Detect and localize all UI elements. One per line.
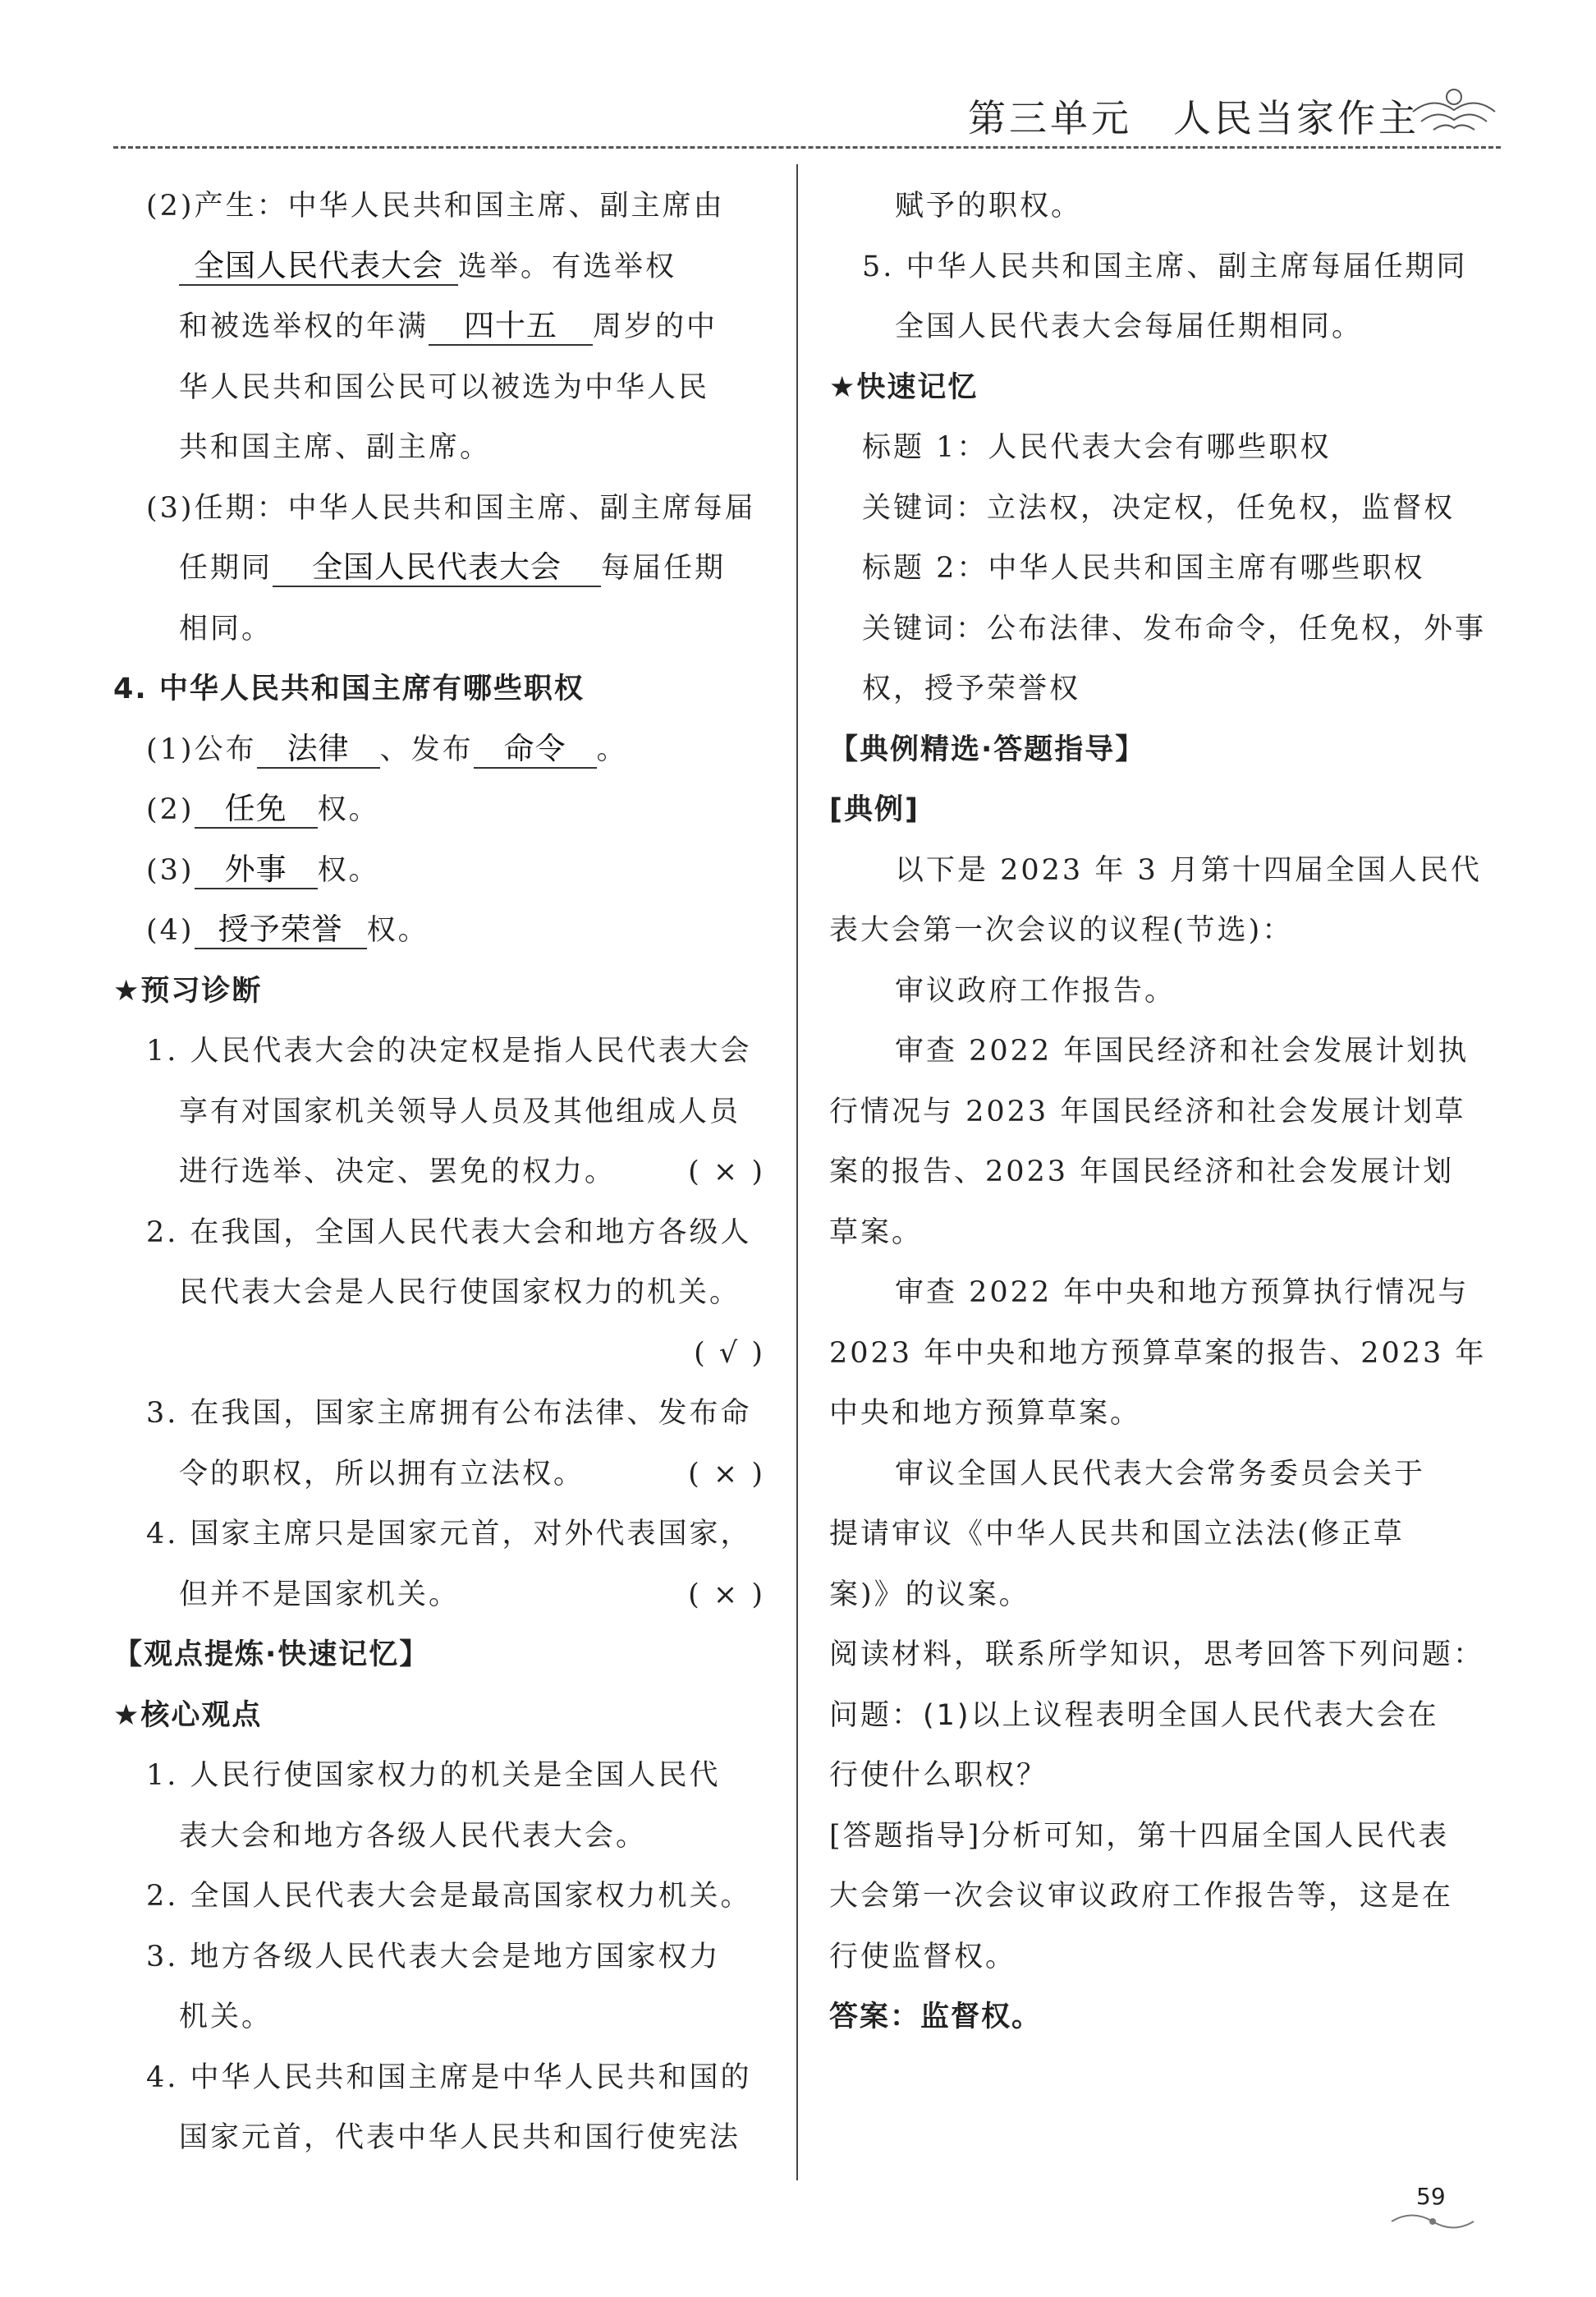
text-line: 标题 2：中华人民共和国主席有哪些职权: [862, 552, 1425, 585]
right-column: [829, 177, 1490, 2048]
fill-blank: 全国人民代表大会: [179, 248, 458, 286]
text-line: 机关。: [179, 2001, 273, 2033]
text-line: 权，授予荣誉权: [862, 673, 1081, 705]
fill-blank: 全国人民代表大会: [273, 549, 601, 587]
text-line: 2023 年中央和地方预算草案的报告、2023 年: [829, 1336, 1487, 1370]
text-line: 审查 2022 年中央和地方预算执行情况与: [895, 1276, 1470, 1309]
text-line: 任期同 全国人民代表大会 每届任期: [113, 539, 770, 600]
text-line: 民代表大会是人民行使国家权力的机关。: [179, 1276, 741, 1309]
text-line: 3. 在我国，国家主席拥有公布法律、发布命: [146, 1397, 752, 1430]
instruction-line: 阅读材料，联系所学知识，思考回答下列问题：: [829, 1638, 1485, 1671]
fill-blank: 外事: [195, 852, 318, 889]
page-number: 59: [1416, 2183, 1446, 2210]
text-line: 全国人民代表大会每届任期相同。: [895, 310, 1364, 343]
text-line: (3)任期：中华人民共和国主席、副主席每届: [146, 491, 756, 525]
text-line: 关键词：公布法律、发布命令，任免权，外事: [862, 612, 1487, 645]
fill-blank: 授予荣誉: [195, 912, 367, 949]
text-line: 行情况与 2023 年国民经济和社会发展计划草: [829, 1095, 1466, 1128]
text-line: 共和国主席、副主席。: [179, 431, 492, 464]
text-line: 表大会第一次会议的议程(节选)：: [829, 914, 1294, 947]
text-line: (1)公布 法律 、发布 命令 。: [113, 720, 770, 781]
flower-ornament-icon: [1409, 79, 1499, 136]
memory-title: ★快速记忆: [829, 370, 979, 404]
text-line: (2)产生：中华人民共和国主席、副主席由: [146, 190, 725, 223]
text-line: 2. 全国人民代表大会是最高国家权力机关。: [146, 1880, 752, 1913]
text-line: 案的报告、2023 年国民经济和社会发展计划: [829, 1155, 1455, 1188]
guide-line: [答题指导]分析可知，第十四届全国人民代表: [829, 1819, 1450, 1853]
fill-blank: 命令: [474, 731, 597, 769]
text-line: 草案。: [829, 1215, 924, 1249]
text-line: 相同。: [179, 612, 273, 645]
question-line: 问题：(1)以上议程表明全国人民代表大会在: [829, 1698, 1439, 1732]
text-line: [113, 1324, 770, 1385]
fill-blank: 任免: [195, 791, 318, 829]
answer-mark: ( × ): [688, 1457, 765, 1491]
footer-ornament-icon: [1387, 2209, 1478, 2234]
text-line: 审议政府工作报告。: [895, 974, 1176, 1008]
text-line: 华人民共和国公民可以被选为中华人民: [179, 370, 710, 404]
text-line: 令的职权，所以拥有立法权。 ( × ): [113, 1445, 770, 1505]
text-line: 进行选举、决定、罢免的权力。 ( × ): [113, 1142, 770, 1203]
answer-mark: ( × ): [688, 1578, 765, 1611]
example-section-title: 【典例精选·答题指导】: [829, 733, 1146, 766]
text-line: 2. 在我国，全国人民代表大会和地方各级人: [146, 1215, 752, 1249]
answer-mark: ( × ): [688, 1155, 765, 1188]
text-line: 但并不是国家机关。 ( × ): [113, 1565, 770, 1626]
text-line: 国家元首，代表中华人民共和国行使宪法: [179, 2121, 741, 2154]
question-4-title: 4. 中华人民共和国主席有哪些职权: [113, 673, 585, 705]
text-line: 1. 人民代表大会的决定权是指人民代表大会: [146, 1035, 752, 1068]
question-line: 行使什么职权？: [829, 1759, 1048, 1792]
text-line: 审查 2022 年国民经济和社会发展计划执: [895, 1035, 1470, 1068]
example-tag: [典例]: [829, 793, 920, 826]
fill-blank: 法律: [257, 731, 380, 769]
text-line: 表大会和地方各级人民代表大会。: [179, 1819, 648, 1853]
header-divider: [113, 146, 1501, 149]
text-line: 4. 中华人民共和国主席是中华人民共和国的: [146, 2060, 752, 2094]
text-line: 标题 1：人民代表大会有哪些职权: [862, 431, 1332, 464]
preview-title: ★预习诊断: [113, 974, 263, 1008]
answer-mark: ( √ ): [694, 1336, 765, 1370]
guide-line: 大会第一次会议审议政府工作报告等，这是在: [829, 1880, 1454, 1913]
text-line: 和被选举权的年满 四十五 周岁的中: [113, 297, 770, 358]
text-line: 审议全国人民代表大会常务委员会关于: [895, 1457, 1426, 1491]
text-line: (4) 授予荣誉 权。: [113, 901, 770, 962]
text-line: 1. 人民行使国家权力的机关是全国人民代: [146, 1759, 721, 1792]
header-title: 第三单元 人民当家作主: [968, 96, 1419, 140]
answer-line: 答案：监督权。: [829, 2001, 1043, 2033]
text-line: 享有对国家机关领导人员及其他组成人员: [179, 1095, 741, 1128]
core-title: ★核心观点: [113, 1698, 263, 1732]
views-section-title: 【观点提炼·快速记忆】: [113, 1638, 430, 1671]
text-line: 案)》的议案。: [829, 1578, 1030, 1611]
text-line: 赋予的职权。: [895, 190, 1083, 223]
guide-line: 行使监督权。: [829, 1940, 1017, 1973]
text-line: 以下是 2023 年 3 月第十四届全国人民代: [895, 853, 1482, 887]
fill-blank: 四十五: [429, 308, 593, 346]
text-line: 全国人民代表大会 选举。有选举权: [113, 237, 770, 298]
text-line: 中央和地方预算草案。: [829, 1397, 1142, 1430]
text-line: 5. 中华人民共和国主席、副主席每届任期同: [862, 250, 1468, 283]
text-line: 3. 地方各级人民代表大会是地方国家权力: [146, 1940, 721, 1973]
text-line: 关键词：立法权，决定权，任免权，监督权: [862, 491, 1456, 525]
column-divider: [796, 164, 798, 2180]
left-column: [113, 177, 770, 2169]
text-line: (3) 外事 权。: [113, 841, 770, 902]
text-line: 4. 国家主席只是国家元首，对外代表国家，: [146, 1518, 752, 1550]
text-line: (2) 任免 权。: [113, 780, 770, 841]
text-line: 提请审议《中华人民共和国立法法(修正草: [829, 1518, 1405, 1550]
